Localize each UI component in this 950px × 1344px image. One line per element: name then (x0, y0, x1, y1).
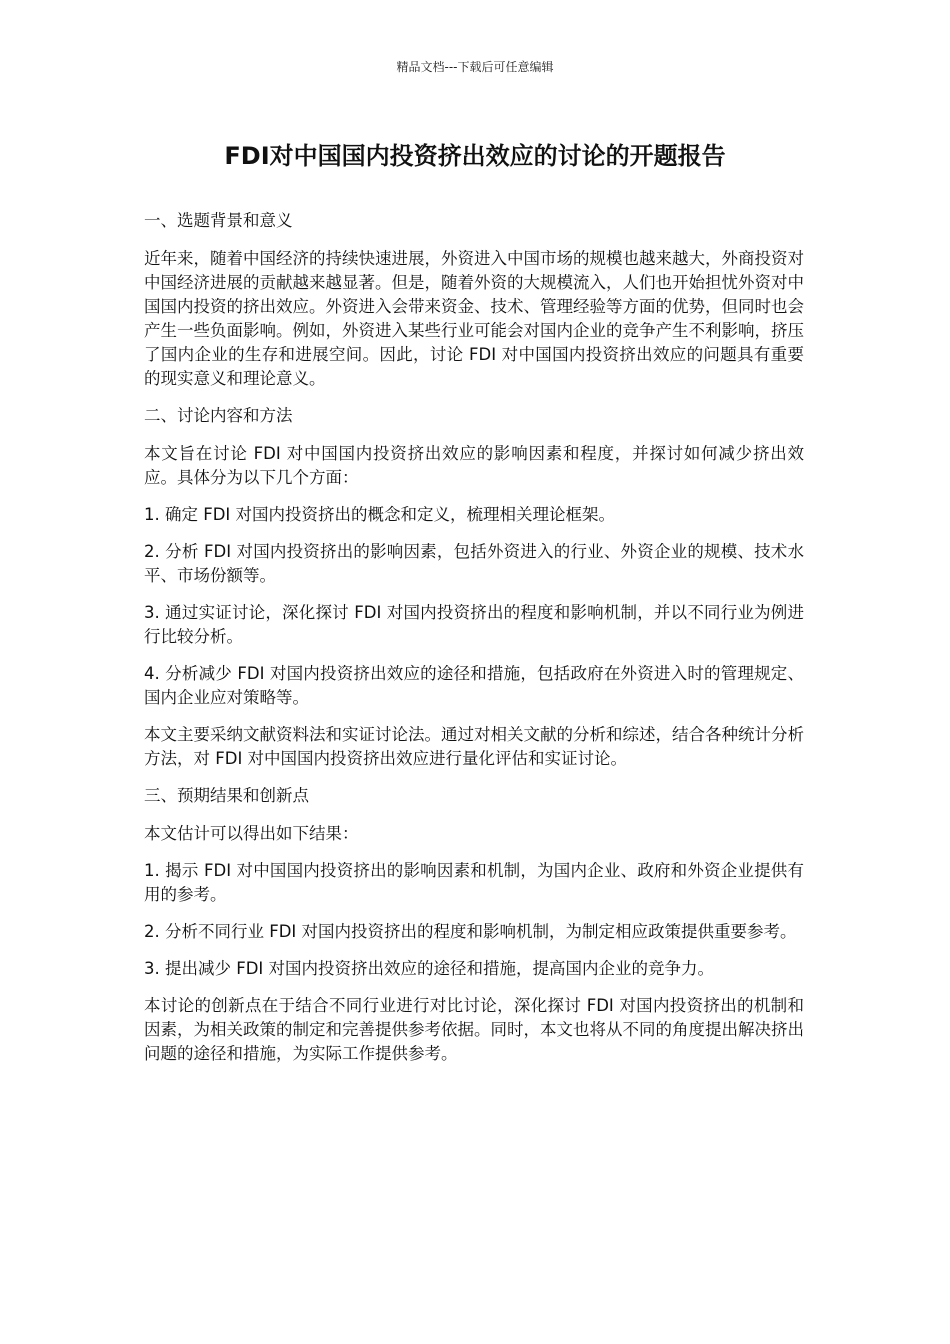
paragraph: 本文旨在讨论 FDI 对中国国内投资挤出效应的影响因素和程度，并探讨如何减少挤出效应。具体分为以下几个方面： (144, 444, 804, 487)
section-background (144, 209, 804, 391)
list-item: 3. 提出减少 FDI 对国内投资挤出效应的途径和措施，提高国内企业的竞争力。 (144, 959, 715, 978)
section-heading: 三、预期结果和创新点 (144, 786, 309, 805)
list-item: 4. 分析减少 FDI 对国内投资挤出效应的途径和措施，包括政府在外资进入时的管理规定、国内企业应对策略等。 (144, 664, 804, 707)
document-body (144, 209, 804, 1079)
paragraph: 本讨论的创新点在于结合不同行业进行对比讨论，深化探讨 FDI 对国内投资挤出的机制和因素，为相关政策的制定和完善提供参考依据。同时，本文也将从不同的角度提出解决挤出问题的途径和措施，为实际工作提供参考。 (144, 996, 804, 1063)
list-item: 3. 通过实证讨论，深化探讨 FDI 对国内投资挤出的程度和影响机制，并以不同行业为例进行比较分析。 (144, 603, 804, 646)
section-content-method (144, 404, 804, 771)
list-item: 1. 确定 FDI 对国内投资挤出的概念和定义，梳理相关理论框架。 (144, 505, 616, 524)
section-heading: 一、选题背景和意义 (144, 211, 293, 230)
paragraph: 本文主要采纳文献资料法和实证讨论法。通过对相关文献的分析和综述，结合各种统计分析方法，对 FDI 对中国国内投资挤出效应进行量化评估和实证讨论。 (144, 725, 804, 768)
header-note: 精品文档---下载后可任意编辑 (396, 60, 554, 74)
list-item: 1. 揭示 FDI 对中国国内投资挤出的影响因素和机制，为国内企业、政府和外资企业提供有用的参考。 (144, 861, 804, 904)
paragraph: 近年来，随着中国经济的持续快速进展，外资进入中国市场的规模也越来越大，外商投资对中国经济进展的贡献越来越显著。但是，随着外资的大规模流入，人们也开始担忧外资对中国国内投资的挤出效应。外资进入会带来资金、技术、管理经验等方面的优势，但同时也会产生一些负面影响。例如，外资进入某些行业可能会对国内企业的竞争产生不利影响，挤压了国内企业的生存和进展空间。因此，讨论 FDI 对中国国内投资挤出效应的问题具有重要的现实意义和理论意义。 (144, 249, 804, 388)
section-expected-results (144, 784, 804, 1066)
list-item: 2. 分析 FDI 对国内投资挤出的影响因素，包括外资进入的行业、外资企业的规模、技术水平、市场份额等。 (144, 542, 804, 585)
list-item: 2. 分析不同行业 FDI 对国内投资挤出的程度和影响机制，为制定相应政策提供重要参考。 (144, 922, 797, 941)
document-title: FDI对中国国内投资挤出效应的讨论的开题报告 (224, 142, 726, 170)
paragraph: 本文估计可以得出如下结果： (144, 824, 359, 843)
section-heading: 二、讨论内容和方法 (144, 406, 293, 425)
